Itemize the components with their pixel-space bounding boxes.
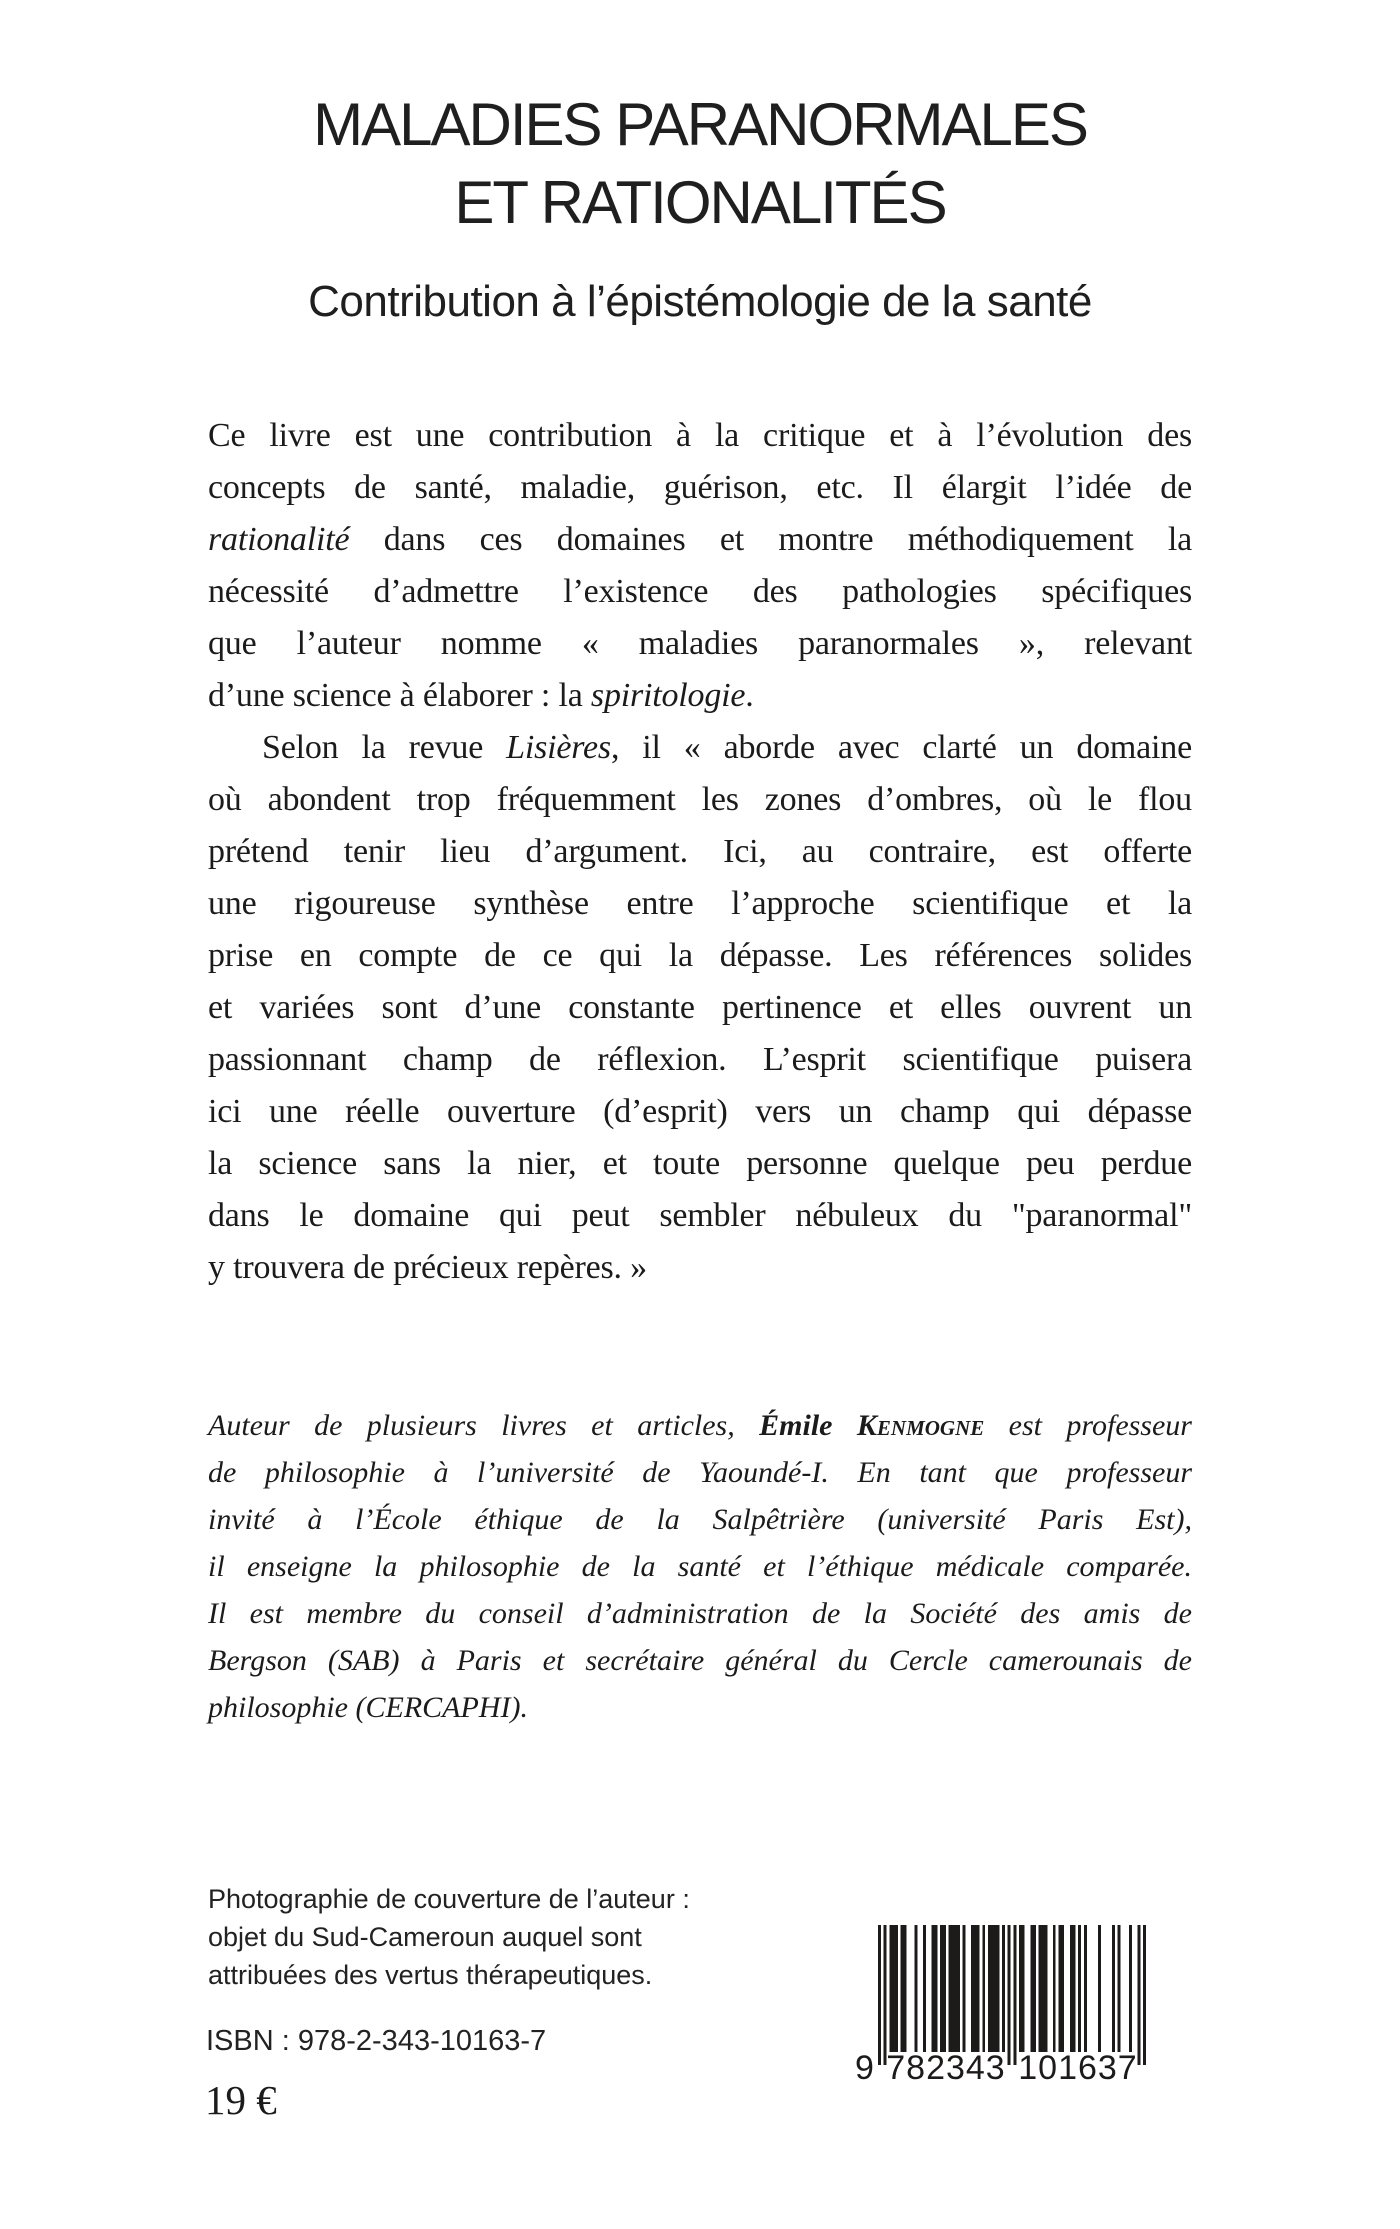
isbn-text: ISBN : 978-2-343-10163-7 xyxy=(206,2025,547,2057)
text-line xyxy=(208,410,1192,462)
text-line xyxy=(208,618,1192,670)
text-line xyxy=(208,1590,1192,1637)
text-line xyxy=(208,722,1192,774)
barcode-digit-group-2: 101637 xyxy=(1018,2049,1138,2087)
text-segment: attribuées des vertus thérapeutiques. xyxy=(208,1960,653,1990)
text-line xyxy=(208,566,1192,618)
text-segment: que l’auteur nomme « maladies paranormales », relevant xyxy=(208,625,1192,662)
text-segment: Émile xyxy=(759,1409,857,1442)
text-segment: Ce livre est une contribution à la critique et à l’évolution des xyxy=(208,417,1192,454)
text-segment: Photographie de couverture de l’auteur : xyxy=(208,1884,690,1914)
text-segment: d’une science à élaborer : la xyxy=(208,677,591,714)
book-title xyxy=(0,86,1400,242)
text-segment: et variées sont d’une constante pertinence et elles ouvrent un xyxy=(208,989,1192,1026)
text-line xyxy=(208,774,1192,826)
text-segment: de philosophie à l’université de Yaoundé-I. En tant que professeur xyxy=(208,1456,1192,1489)
text-segment: Bergson (SAB) à Paris et secrétaire général du Cercle camerounais de xyxy=(208,1644,1192,1677)
book-title-line-2: ET RATIONALITÉS xyxy=(454,169,946,236)
barcode xyxy=(852,1925,1152,2085)
text-segment: ici une réelle ouverture (d’esprit) vers un champ qui dépasse xyxy=(208,1093,1192,1130)
text-line xyxy=(208,1449,1192,1496)
text-segment: dans ces domaines et montre méthodiquement la xyxy=(349,521,1192,558)
text-line xyxy=(208,1956,848,1994)
text-line xyxy=(208,1684,1192,1731)
cover-photo-credit xyxy=(208,1880,848,1994)
text-segment: une rigoureuse synthèse entre l’approche scientifique et la xyxy=(208,885,1192,922)
text-segment: Selon la revue xyxy=(262,729,507,766)
book-subtitle: Contribution à l’épistémologie de la santé xyxy=(308,277,1092,326)
text-line xyxy=(208,1034,1192,1086)
text-line xyxy=(208,1637,1192,1684)
text-segment: prise en compte de ce qui la dépasse. Les références solides xyxy=(208,937,1192,974)
text-segment: philosophie (CERCAPHI). xyxy=(208,1691,528,1724)
barcode-bars xyxy=(878,1925,1150,2065)
text-segment: Lisières xyxy=(506,729,611,766)
text-segment: y trouvera de précieux repères. » xyxy=(208,1249,647,1286)
text-line xyxy=(208,1880,848,1918)
barcode-digit-group-1: 782343 xyxy=(886,2049,1006,2087)
text-segment: où abondent trop fréquemment les zones d’ombres, où le flou xyxy=(208,781,1192,818)
book-title-line-1: MALADIES PARANORMALES xyxy=(313,91,1087,158)
text-segment: . xyxy=(745,677,754,714)
text-segment: invité à l’École éthique de la Salpêtrière (université Paris Est), xyxy=(208,1503,1192,1536)
text-segment: dans le domaine qui peut sembler nébuleux du "paranormal" xyxy=(208,1197,1192,1234)
text-line xyxy=(208,1496,1192,1543)
barcode-lead-digit: 9 xyxy=(855,2049,875,2087)
text-segment: la science sans la nier, et toute personne quelque peu perdue xyxy=(208,1145,1192,1182)
text-line xyxy=(208,462,1192,514)
text-line xyxy=(208,930,1192,982)
text-line xyxy=(208,1242,1192,1294)
text-segment: prétend tenir lieu d’argument. Ici, au contraire, est offerte xyxy=(208,833,1192,870)
text-segment: spiritologie xyxy=(590,677,746,714)
text-line xyxy=(208,514,1192,566)
text-line xyxy=(208,670,1192,722)
text-line xyxy=(208,878,1192,930)
text-segment: concepts de santé, maladie, guérison, etc. Il élargit l’idée de xyxy=(208,469,1192,506)
text-line xyxy=(208,1086,1192,1138)
description-paragraphs xyxy=(208,410,1192,1294)
text-segment: rationalité xyxy=(208,521,350,558)
text-segment: Kenmogne xyxy=(856,1409,985,1442)
price-text: 19 € xyxy=(205,2077,277,2123)
text-line xyxy=(208,1543,1192,1590)
author-bio xyxy=(208,1402,1192,1731)
text-segment: , il « aborde avec clarté un domaine xyxy=(610,729,1192,766)
text-line xyxy=(208,826,1192,878)
text-segment: nécessité d’admettre l’existence des pathologies spécifiques xyxy=(208,573,1192,610)
text-line xyxy=(208,1190,1192,1242)
text-line xyxy=(208,982,1192,1034)
text-segment: Auteur de plusieurs livres et articles, xyxy=(208,1409,760,1442)
text-segment: passionnant champ de réflexion. L’esprit scientifique puisera xyxy=(208,1041,1192,1078)
text-segment: est professeur xyxy=(984,1409,1192,1442)
text-segment: objet du Sud-Cameroun auquel sont xyxy=(208,1922,642,1952)
text-segment: Il est membre du conseil d’administration de la Société des amis de xyxy=(208,1597,1192,1630)
text-line xyxy=(208,1918,848,1956)
text-segment: il enseigne la philosophie de la santé et l’éthique médicale comparée. xyxy=(208,1550,1192,1583)
text-line xyxy=(208,1402,1192,1449)
text-line xyxy=(208,1138,1192,1190)
